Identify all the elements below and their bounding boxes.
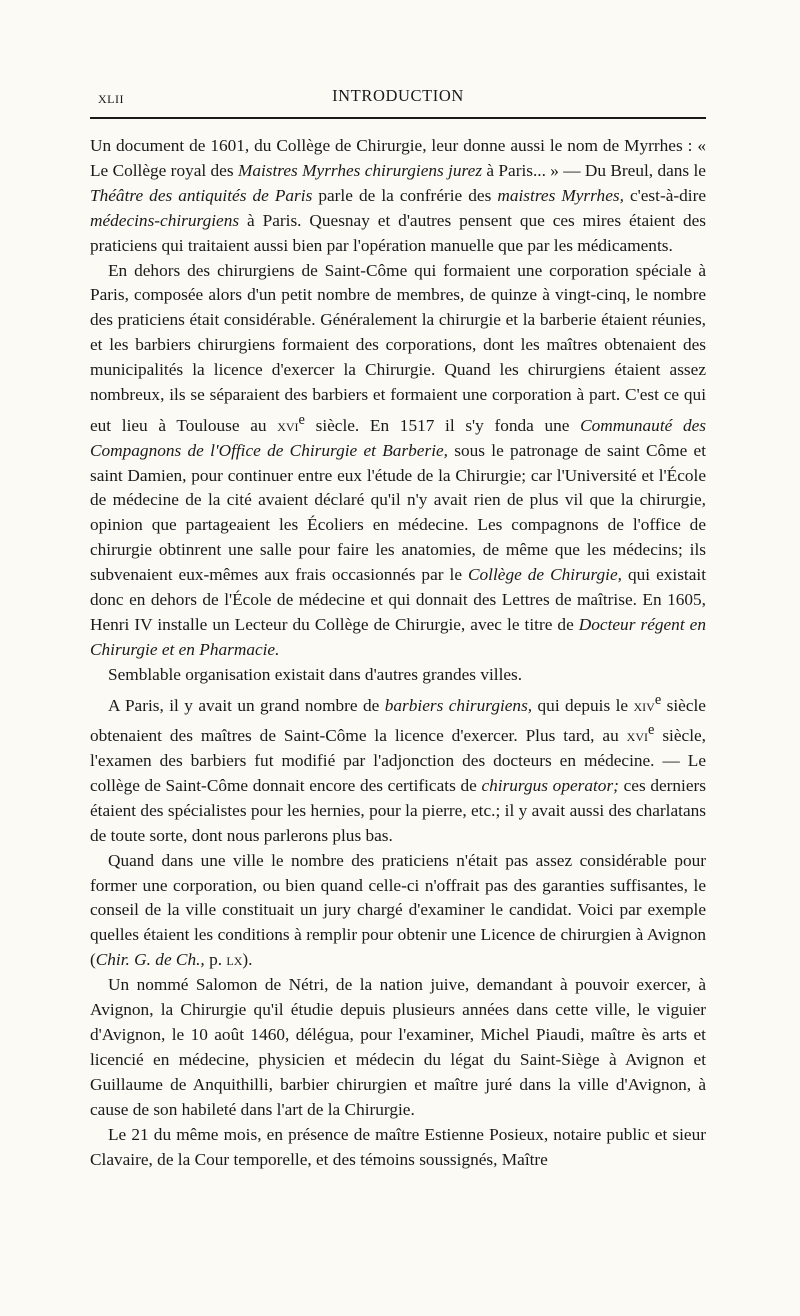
text-run: siècle. En 1517 il s'y fonda une (304, 415, 581, 435)
text-run: Un nommé Salomon de Nétri, de la nation juive, demandant à pouvoir exercer, à Avignon, la Chirurgie qu'il étudie depuis plusieurs années dans cette ville, le viguier d'Avignon, le 10 août 1460, délégua, pour l'examiner, Michel Piaudi, maître ès arts et licencié en médecine, physicien et médecin du légat du Saint-Siège à Avignon et Guillaume de Anquithilli, barbier chirurgien et maître juré dans la ville d'Avignon, à cause de son habileté dans l'art de la Chirurgie. (90, 975, 706, 1119)
small-caps-text: xvi (626, 726, 648, 746)
paragraph (90, 849, 706, 974)
superscript-text: e (647, 722, 655, 739)
italic-text: maistres Myrrhes, (497, 185, 624, 205)
paragraph (90, 259, 706, 663)
page-header (90, 86, 706, 114)
paragraph (90, 663, 706, 688)
superscript-text: e (654, 691, 662, 708)
italic-text: Maistres Myrrhes chirurgiens jurez (237, 160, 483, 180)
small-caps-text: lx (226, 950, 243, 970)
text-run: c'est-à-dire (623, 185, 707, 205)
text-run: siècle obtenaient des maîtres de Saint-Côme la licence d'exercer. Plus tard, au (90, 695, 706, 746)
text-run: parle de la confrérie des (312, 185, 498, 205)
italic-text: médecins-chirurgiens (90, 210, 240, 230)
text-run: p. (204, 950, 227, 970)
body-text (90, 134, 706, 1172)
text-run: En dehors des chirurgiens de Saint-Côme qui formaient une corporation spéciale à Paris, composée alors d'un petit nombre de membres, de quinze à vingt-cinq, le nombre des praticiens était considérable. Généralement la chirurgie et la barberie étaient réunies, et les barbiers chirurgiens formaient des corporations, dont les maîtres obtenaient des municipalités la licence d'exercer la Chirurgie. Quand les chirurgiens étaient assez nombreux, ils se séparaient des barbiers et formaient une corporation à part. C'est ce qui eut lieu à Toulouse au (90, 260, 706, 435)
text-run: ces derniers étaient des spécialistes pour les hernies, pour la pierre, etc.; il y avait aussi des charlatans de toute sorte, dont nous parlerons plus bas. (90, 775, 706, 845)
text-run: A Paris, il y avait un grand nombre de (108, 695, 385, 715)
italic-text: Chir. G. de Ch., (95, 950, 205, 970)
italic-text: Docteur régent en Chirurgie et en Pharmacie. (90, 614, 706, 659)
text-run: sous le patronage de saint Côme et saint Damien, pour continuer entre eux l'étude de la Chirurgie; car l'Université et l'École de médecine de la cité avaient déclaré qu'il n'y avait rien de plus vil que la chirurgie, opinion que partageaient les Écoliers en médecine. Les compagnons de l'office de chirurgie obtinrent une salle pour faire les anatomies, de même que les médecins; ils subvenaient eux-mêmes aux frais occasionnés par le (90, 440, 706, 585)
italic-text: chirurgus operator; (481, 775, 619, 795)
text-run: à Paris... » — Du Breul, dans le (482, 160, 706, 180)
paragraph (90, 134, 706, 259)
italic-text: Théâtre des antiquités de Paris (90, 185, 313, 205)
text-run: Le 21 du même mois, en présence de maître Estienne Posieux, notaire public et sieur Clavaire, de la Cour temporelle, et des témoins soussignés, Maître (90, 1124, 706, 1169)
paragraph (90, 1123, 706, 1173)
superscript-text: e (298, 411, 305, 428)
small-caps-text: xvi (277, 415, 299, 435)
small-caps-text: xiv (633, 695, 655, 715)
text-run: qui existait donc en dehors de l'École de médecine et qui donnait des Lettres de maîtrise. En 1605, Henri IV installe un Lecteur du Collège de Chirurgie, avec le titre de (90, 565, 706, 634)
text-run: Semblable organisation existait dans d'autres grandes villes. (108, 664, 523, 684)
paragraph (90, 973, 706, 1122)
italic-text: Collège de Chirurgie, (468, 565, 622, 585)
text-run: siècle, l'examen des barbiers fut modifié par l'adjonction des docteurs en médecine. — Le collège de Saint-Côme donnait encore des certificats de (90, 726, 706, 795)
italic-text: Communauté des Compagnons de l'Office de Chirurgie et Barberie, (90, 415, 706, 460)
text-run: à Paris. Quesnay et d'autres pensent que ces mires étaient des praticiens qui traitaient aussi bien par l'opération manuelle que par les médicaments. (90, 210, 706, 255)
italic-text: barbiers chirurgiens, (384, 695, 533, 715)
text-run: Quand dans une ville le nombre des praticiens n'était pas assez considérable pour former une corporation, ou bien quand celle-ci n'offrait pas des garanties suffisantes, le conseil de la ville constituait un jury chargé d'examiner le candidat. Voici par exemple quelles étaient les conditions à remplir pour obtenir une Licence de chirurgien à Avignon ( (90, 850, 706, 970)
page-number: XLII (98, 92, 124, 106)
text-run: ). (242, 950, 253, 970)
text-run: Un document de 1601, du Collège de Chirurgie, leur donne aussi le nom de Myrrhes : « Le Collège royal des (90, 136, 706, 180)
text-run: qui depuis le (532, 695, 634, 715)
header-rule (90, 117, 706, 119)
paragraph (90, 688, 706, 849)
running-title: INTRODUCTION (332, 86, 464, 105)
